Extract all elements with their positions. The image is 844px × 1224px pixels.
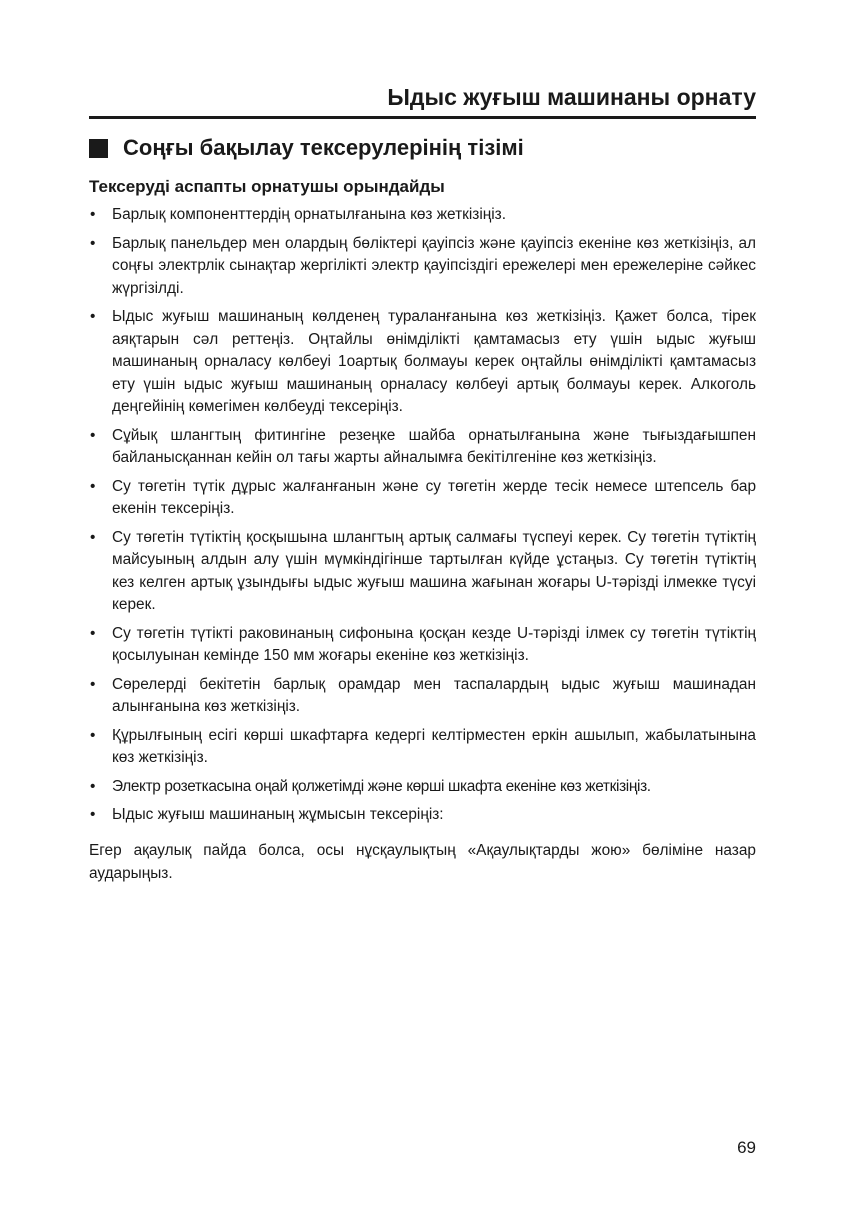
black-square-icon: [89, 139, 108, 158]
checklist-item: • Құрылғының есігі көрші шкафтарға кедергі келтірместен еркін ашылып, жабылатынына көз жеткізіңіз.: [90, 726, 756, 766]
section-subtitle: Тексеруді аспапты орнатушы орындайды: [89, 177, 445, 196]
section-title: Соңғы бақылау тексерулерінің тізімі: [123, 135, 524, 160]
checklist-item: • Ыдыс жуғыш машинаның жұмысын тексеріңіз:: [89, 804, 756, 827]
checklist-item: • Электр розеткасына оңай қолжетімді және көрші шкафта екеніне көз жеткізіңіз.: [89, 776, 756, 799]
final-checklist: [89, 204, 756, 833]
header-divider: [89, 116, 756, 119]
bullet-icon: •: [90, 806, 96, 823]
manual-page: [89, 0, 756, 1224]
running-header-title: Ыдыс жуғыш машинаны орнату: [387, 84, 756, 110]
page-number: 69: [737, 1138, 756, 1157]
bullet-icon: •: [90, 675, 96, 693]
checklist-item: • Барлық панельдер мен олардың бөліктері қауіпсіз және қауіпсіз екеніне көз жеткізіңіз, ал соңғы электрлік сынақтар жергілікті электр қауіпсіздігі ережелері мен ережелеріне сәйкес жүргізілді.: [90, 234, 756, 297]
bullet-icon: •: [90, 426, 96, 444]
bullet-icon: •: [90, 308, 96, 325]
bullet-icon: •: [90, 726, 96, 744]
bullet-icon: •: [90, 206, 96, 223]
checklist-item: • Ыдыс жуғыш машинаның көлденең тураланғанына көз жеткізіңіз. Қажет болса, тірек аяқтарын сәл реттеңіз. Оңтайлы өнімділікті қамтамасыз ету үшін ыдыс жуғыш машинаның орналасу көлбеуі 1оартық болмауы керек оңтайлы өнімділікті қамтамасыз ету үшін ыдыс жуғыш машинаның орналасу көлбеуі артық болмауы керек. Алкоголь деңгейінің көмегімен көлбеуді тексеріңіз.: [90, 308, 756, 415]
bullet-icon: •: [90, 624, 96, 642]
bullet-icon: •: [90, 234, 96, 252]
checklist-item: • Су төгетін түтік дұрыс жалғанғанын және су төгетін жерде тесік немесе штепсель бар екенін тексеріңіз.: [90, 477, 756, 517]
checklist-item: • Су төгетін түтікті раковинаның сифонына қосқан кезде U-тәрізді ілмек су төгетін түтіктің қосылуынан кемінде 150 мм жоғары екеніне көз жеткізіңіз.: [90, 624, 756, 664]
bullet-icon: •: [90, 477, 96, 495]
bullet-icon: •: [90, 528, 96, 546]
troubleshooting-note: Егер ақаулық пайда болса, осы нұсқаулықтың «Ақаулықтарды жою» бөліміне назар аударыңыз.: [89, 842, 756, 882]
checklist-item: • Сұйық шлангтың фитингіне резеңке шайба орнатылғанына және тығыздағышпен байланысқаннан кейін ол тағы жарты айналымға бекітілгеніне көз жеткізіңіз.: [90, 426, 756, 466]
checklist-item: • Барлық компоненттердің орнатылғанына көз жеткізіңіз.: [89, 204, 756, 227]
checklist-item: • Сөрелерді бекітетін барлық орамдар мен таспалардың ыдыс жуғыш машинадан алынғанына көз жеткізіңіз.: [90, 675, 756, 715]
section-heading: [89, 135, 524, 161]
bullet-icon: •: [90, 777, 96, 795]
checklist-item: • Су төгетін түтіктің қосқышына шлангтың артық салмағы түспеуі керек. Су төгетін түтіктің майсуының алдын алу үшін мүмкіндігінше тартылған күйде ұстаңыз. Су төгетін түтіктің кез келген артық ұзындығы ыдыс жуғыш машина жағынан жоғары U-тәрізді ілмекке түсуі керек.: [90, 528, 756, 613]
